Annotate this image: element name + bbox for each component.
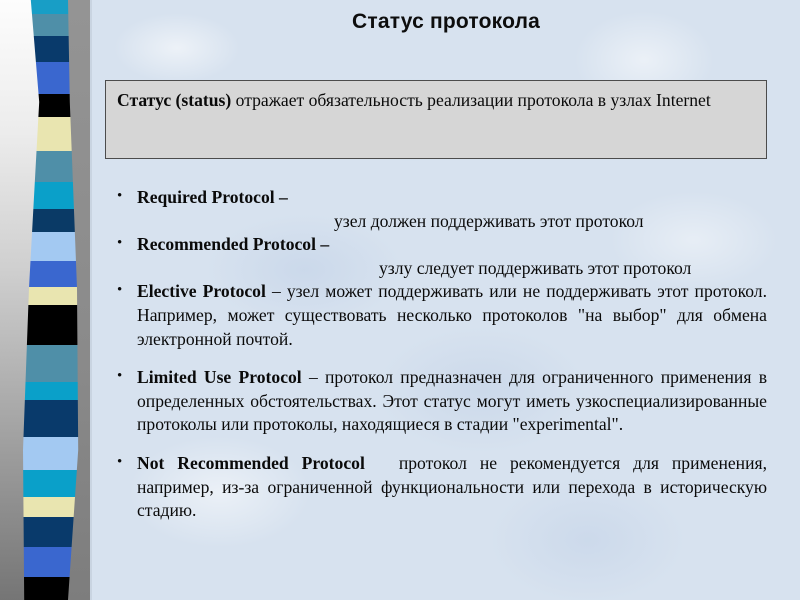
bullet-marker: • [117, 188, 123, 204]
list-item [115, 452, 767, 523]
list-item [115, 366, 767, 437]
bullet-marker: • [117, 235, 123, 252]
bullet-marker: • [117, 368, 123, 385]
protocol-description: узел должен поддерживать этот протокол [334, 210, 644, 231]
protocol-description: узлу следует поддерживать этот протокол [379, 257, 692, 278]
ribbon-band [20, 470, 80, 497]
protocol-description: – протокол предназначен для ограниченного применения в определенных обстоятельствах. Этот статус могут иметь узкоспециализированные протоколы или протоколы, находящиеся в стадии "experimental". [137, 367, 767, 435]
protocol-name: Recommended Protocol – [137, 234, 330, 255]
protocol-name: Required Protocol – [137, 187, 288, 207]
bullet-marker: • [117, 453, 123, 470]
slide-title: Статус протокола [351, 10, 541, 33]
ribbon-band [20, 400, 80, 437]
protocol-description: – узел может поддерживать или не поддерживать этот протокол. Например, может существовать несколько протоколов "на выбор" для обмена электронной почтой. [137, 281, 767, 349]
definition-text: отражает обязательность реализации протокола в узлах Internet [231, 90, 711, 110]
ribbon-band [20, 345, 80, 382]
slide-canvas [90, 0, 800, 600]
definition-term: Статус (status) [117, 90, 232, 110]
ribbon-band [20, 287, 80, 305]
list-item [115, 233, 767, 280]
ribbon-band [20, 497, 80, 517]
ribbon-band [20, 437, 80, 470]
bullet-list [115, 186, 767, 523]
protocol-description: протокол не рекомендуется для применения, например, из-за ограниченной функциональности или перехода в историческую стадию. [137, 452, 768, 521]
protocol-name: Not Recommended Protocol [137, 452, 365, 473]
ribbon-band [20, 517, 80, 547]
definition-box [105, 80, 767, 159]
ribbon-band [20, 305, 80, 345]
list-item [115, 280, 767, 351]
protocol-name: Limited Use Protocol [137, 367, 302, 388]
protocol-name: Elective Protocol [137, 281, 266, 302]
bullet-marker: • [117, 282, 123, 299]
list-item [115, 186, 767, 233]
ribbon-band [20, 382, 80, 400]
